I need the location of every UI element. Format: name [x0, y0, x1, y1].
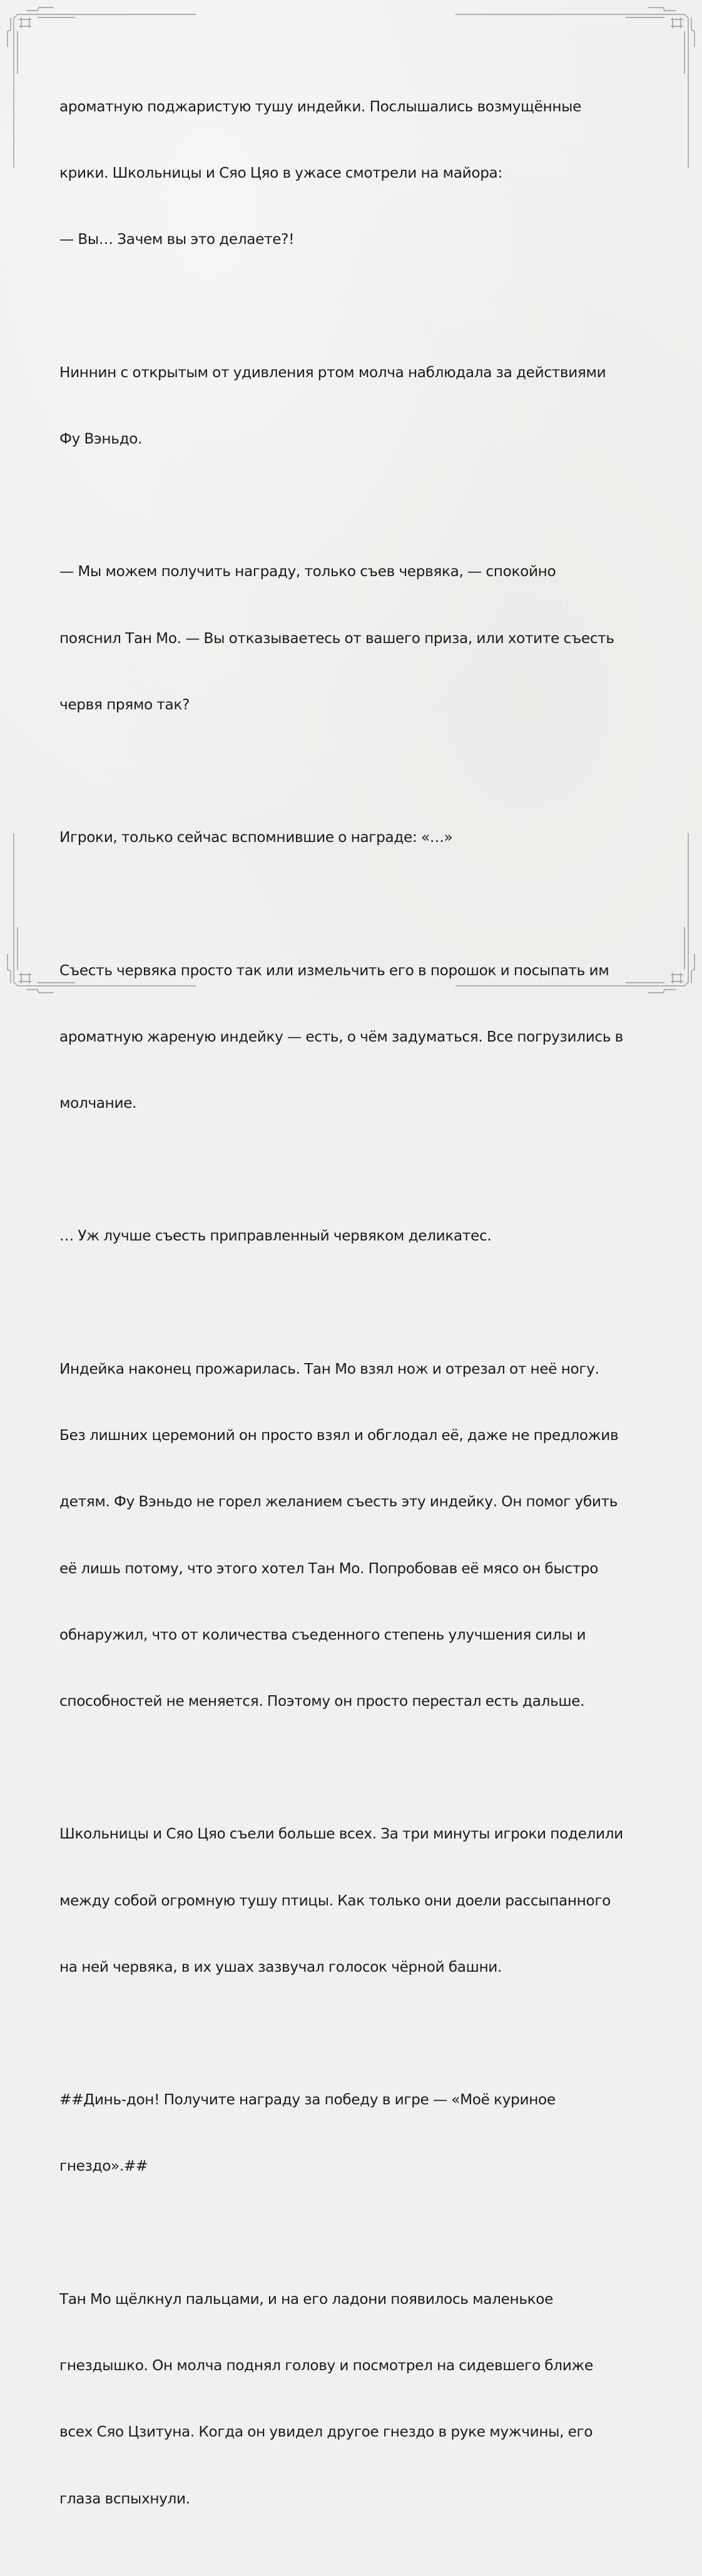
text-line: гнездышко. Он молча поднял голову и посмотрел на сидевшего ближе	[59, 2357, 593, 2375]
paragraph	[59, 317, 648, 494]
paragraph	[59, 1181, 648, 1292]
text-line: ##Динь-дон! Получите награду за победу в игре — «Моё куриное	[59, 2091, 556, 2109]
text-line: Школьницы и Сяо Цяо съели больше всех. За три минуты игроки поделили	[59, 1825, 623, 1843]
text-line: Без лишних церемоний он просто взял и обглодал её, даже не предложив	[59, 1427, 619, 1444]
text-line: — Мы можем получить награду, только съев червяка, — спокойно	[59, 563, 556, 581]
text-line: между собой огромную тушу птицы. Как только они доели рассыпанного	[59, 1892, 611, 1909]
text-line: на ней червяка, в их ушах зазвучал голосок чёрной башни.	[59, 1958, 502, 1975]
text-line: пояснил Тан Мо. — Вы отказываетесь от вашего приза, или хотите съесть	[59, 629, 614, 647]
text-line: червя прямо так?	[59, 696, 190, 713]
paragraph	[59, 51, 648, 295]
text-line: способностей не меняется. Поэтому он просто перестал есть дальше.	[59, 1692, 585, 1710]
text-line: обнаружил, что от количества съеденного степень улучшения силы и	[59, 1626, 586, 1643]
text-line: детям. Фу Вэньдо не горел желанием съесть эту индейку. Он помог убить	[59, 1493, 618, 1511]
text-line: её лишь потому, что этого хотел Тан Мо. Попробовав её мясо он быстро	[59, 1559, 599, 1577]
text-line: молчание.	[59, 1095, 137, 1112]
text-line: ароматную жареную индейку — есть, о чём задуматься. Все погрузились в	[59, 1028, 623, 1045]
text-line: Съесть червяка просто так или измельчить его в порошок и посыпать им	[59, 961, 609, 979]
paragraph	[59, 1779, 648, 2022]
text-line: … Уж лучше съесть приправленный червяком деликатес.	[59, 1227, 492, 1245]
text-line: — Вы… Зачем вы это делаете?!	[59, 231, 295, 248]
text-line: Игроки, только сейчас вспомнившие о награде: «…»	[59, 829, 453, 846]
text-line: ароматную поджаристую тушу индейки. Послышались возмущённые	[59, 98, 582, 115]
text-line: крики. Школьницы и Сяо Цяо в ужасе смотрели на майора:	[59, 165, 502, 182]
paragraph	[59, 782, 648, 893]
text-line: Тан Мо щёлкнул пальцами, и на его ладони появилось маленькое	[59, 2290, 554, 2308]
paragraph	[59, 2244, 648, 2554]
system-announcement	[59, 2044, 648, 2221]
text-line: гнездо».##	[59, 2158, 148, 2175]
text-line: Ниннин с открытым от удивления ртом молча наблюдала за действиями	[59, 363, 606, 381]
paragraph	[59, 517, 648, 760]
text-line: Индейка наконец прожарилась. Тан Мо взял нож и отрезал от неё ногу.	[59, 1360, 599, 1377]
document-body	[59, 51, 648, 2576]
text-line: глаза вспыхнули.	[59, 2490, 190, 2507]
text-line: всех Сяо Цзитуна. Когда он увидел другое гнездо в руке мужчины, его	[59, 2423, 593, 2441]
paragraph	[59, 1314, 648, 1757]
paragraph	[59, 915, 648, 1159]
text-line: Фу Вэньдо.	[59, 430, 143, 447]
